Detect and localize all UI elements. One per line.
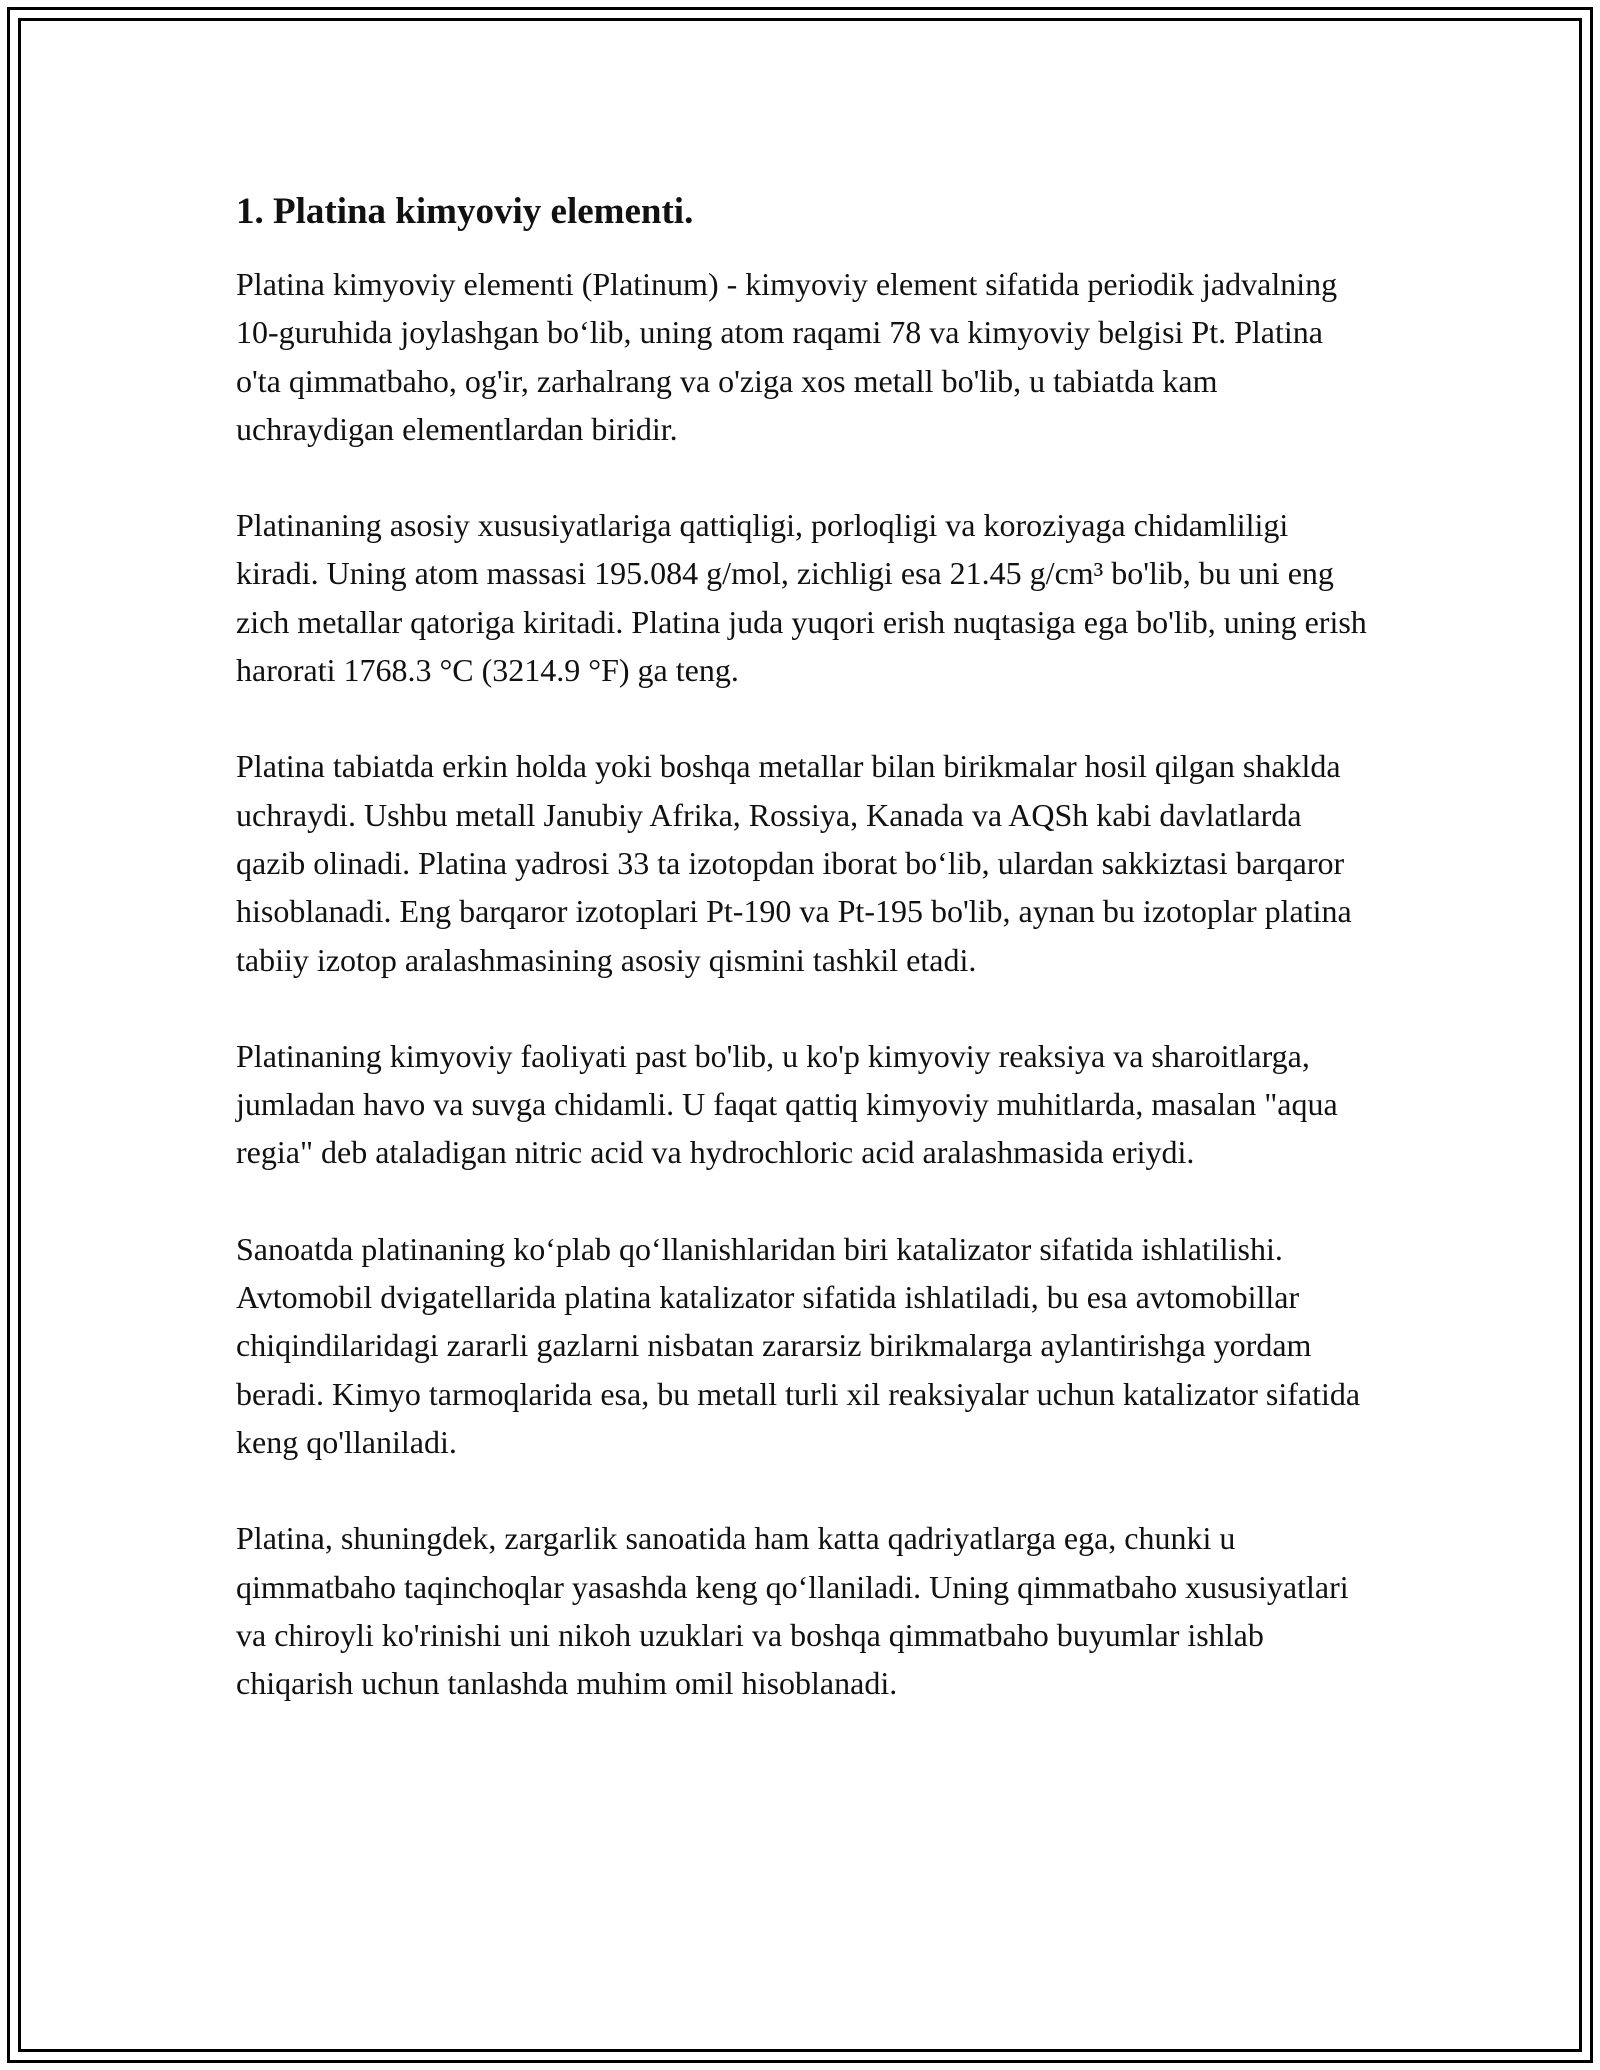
paragraph-occurrence: Platina tabiatda erkin holda yoki boshqa metallar bilan birikmalar hosil qilgan shaklda uchraydi. Ushbu metall Janubiy Afrika, Rossiya, Kanada va AQSh kabi davlatlarda qazib olinadi. Platina yadrosi 33 ta izotopdan iborat bo‘lib, ulardan sakkiztasi barqaror hisoblanadi. Eng barqaror izotoplari Pt-190 va Pt-195 bo'lib, aynan bu izotoplar platina tabiiy izotop aralashmasining asosiy qismini tashkil etadi. (236, 748, 1352, 978)
paragraph-chemical-activity: Platinaning kimyoviy faoliyati past bo'lib, u ko'p kimyoviy reaksiya va sharoitlarga, jumladan havo va suvga chidamli. U faqat qattiq kimyoviy muhitlarda, masalan "aqua regia" deb ataladigan nitric acid va hydrochloric acid aralashmasida eriydi. (236, 1037, 1338, 1171)
paragraph-introduction: Platina kimyoviy elementi (Platinum) - kimyoviy element sifatida periodik jadvalning 10-guruhida joylashgan bo‘lib, uning atom raqami 78 va kimyoviy belgisi Pt. Platina o'ta qimmatbaho, og'ir, zarhalrang va o'ziga xos metall bo'lib, u tabiatda kam uchraydigan elementlardan biridir. (236, 266, 1338, 447)
paragraph-industrial-use: Sanoatda platinaning ko‘plab qo‘llanishlaridan biri katalizator sifatida ishlatilishi. Avtomobil dvigatellarida platina katalizator sifatida ishlatiladi, bu esa avtomobillar chiqindilaridagi zararli gazlarni nisbatan zararsiz birikmalarga aylantirishga yordam beradi. Kimyo tarmoqlarida esa, bu metall turli xil reaksiyalar uchun katalizator sifatida keng qo'llaniladi. (236, 1230, 1361, 1460)
paragraph-properties: Platinaning asosiy xususiyatlariga qattiqligi, porloqligi va koroziyaga chidamliligi kiradi. Uning atom massasi 195.084 g/mol, zichligi esa 21.45 g/cm³ bo'lib, bu uni eng zich metallar qatoriga kiritadi. Platina juda yuqori erish nuqtasiga ega bo'lib, uning erish harorati 1768.3 °C (3214.9 °F) ga teng. (236, 507, 1367, 689)
paragraph-jewelry-use: Platina, shuningdek, zargarlik sanoatida ham katta qadriyatlarga ega, chunki u qimmatbaho taqinchoqlar yasashda keng qo‘llaniladi. Uning qimmatbaho xususiyatlari va chiroyli ko'rinishi uni nikoh uzuklari va boshqa qimmatbaho buyumlar ishlab chiqarish uchun tanlashda muhim omil hisoblanadi. (236, 1520, 1349, 1702)
document-title: 1. Platina kimyoviy elementi. (236, 191, 694, 232)
document-body (236, 188, 1371, 1755)
